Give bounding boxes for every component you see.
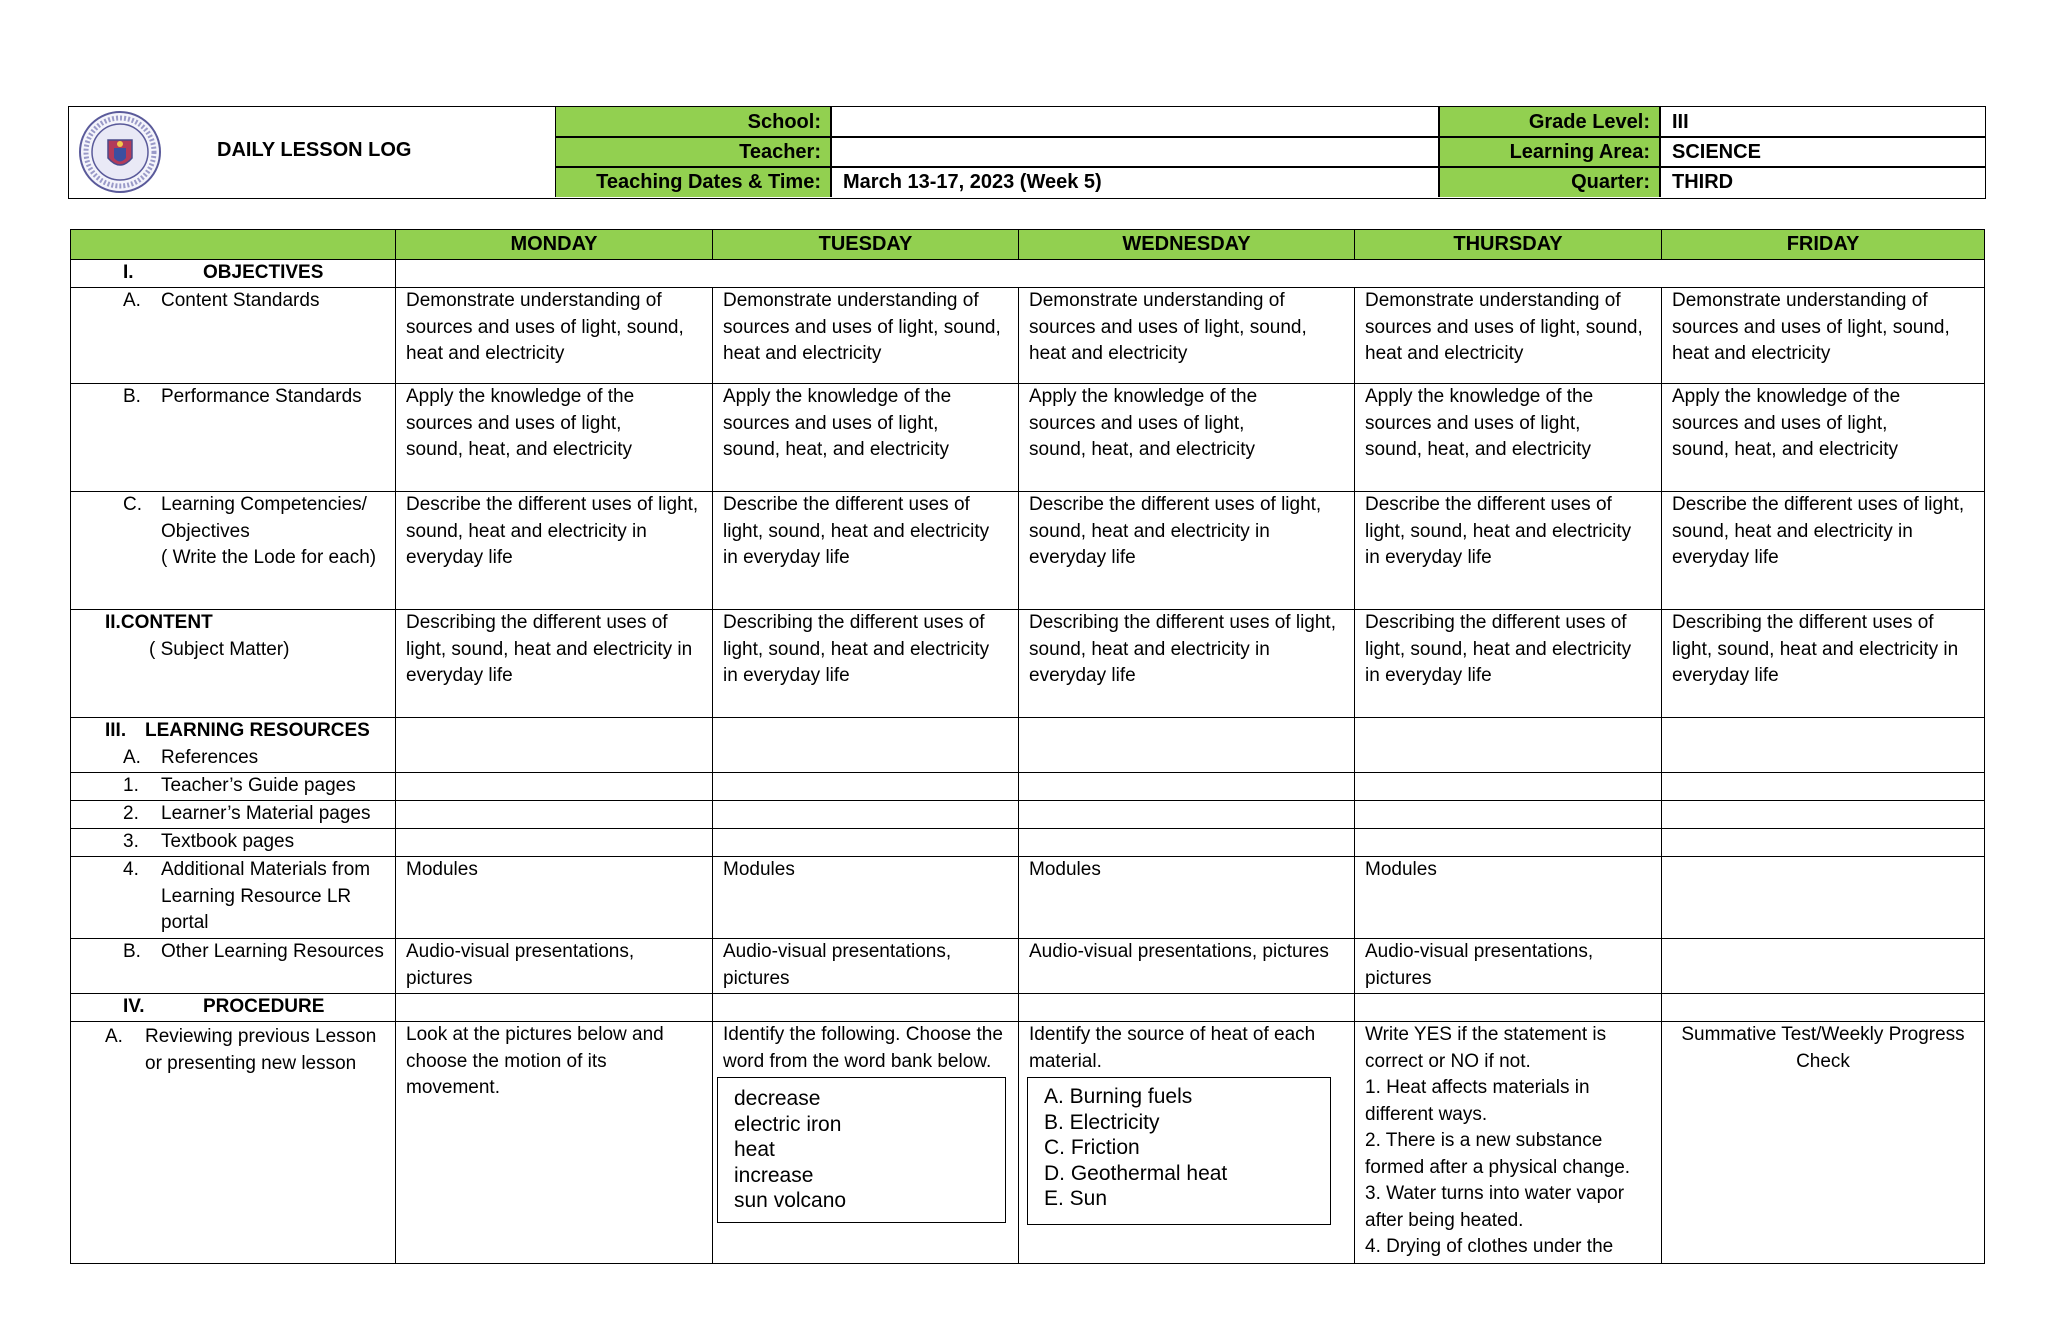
table-row	[71, 492, 1985, 610]
header-divider	[1659, 107, 1661, 197]
word-bank-item: heat	[734, 1138, 775, 1161]
word-bank-item: decrease	[734, 1087, 821, 1110]
word-bank-item: electric iron	[734, 1112, 842, 1136]
table-row	[71, 610, 1985, 718]
table-cell[interactable]	[1355, 829, 1662, 857]
table-cell[interactable]: Demonstrate understanding of sources and uses of light, sound, heat and electricity	[1662, 288, 1985, 384]
statement-item: 2. There is a new substance formed after a physical change.	[1365, 1130, 1631, 1178]
table-cell[interactable]: Describe the different uses of light, sound, heat and electricity in everyday life	[713, 492, 1019, 610]
table-cell[interactable]	[713, 773, 1019, 801]
statement-item: 1. Heat affects materials in different ways.	[1365, 1077, 1590, 1125]
table-cell[interactable]	[1019, 718, 1355, 773]
wednesday-instruction: Identify the source of heat of each material.	[1029, 1024, 1316, 1072]
table-cell[interactable]: Describing the different uses of light, sound, heat and electricity in everyday life	[1662, 610, 1985, 718]
header-divider	[1438, 107, 1440, 197]
statement-item: 4. Drying of clothes under the	[1365, 1236, 1614, 1257]
statement-item: 3. Water turns into water vapor after being heated.	[1365, 1183, 1625, 1231]
area-field[interactable]: SCIENCE	[1672, 141, 1761, 163]
heat-source-item: C. Friction	[1044, 1136, 1140, 1159]
day-header-tuesday: TUESDAY	[713, 230, 1019, 260]
row-label-performance-standards: B. Performance Standards	[71, 384, 396, 492]
table-row	[71, 994, 1985, 1022]
heat-source-list	[1027, 1077, 1331, 1225]
table-cell[interactable]	[1019, 773, 1355, 801]
table-cell[interactable]	[1019, 801, 1355, 829]
table-cell[interactable]	[1662, 994, 1985, 1022]
table-cell[interactable]	[713, 718, 1019, 773]
table-cell[interactable]: Modules	[1355, 857, 1662, 939]
school-field[interactable]	[831, 107, 1438, 137]
header-divider	[830, 107, 832, 197]
table-cell[interactable]	[396, 801, 713, 829]
table-row	[71, 939, 1985, 994]
table-cell[interactable]: Audio-visual presentations, pictures	[713, 939, 1019, 994]
table-cell[interactable]: Demonstrate understanding of sources and uses of light, sound, heat and electricity	[713, 288, 1019, 384]
table-cell[interactable]	[396, 773, 713, 801]
deped-seal-icon	[78, 110, 162, 194]
heat-source-item: B. Electricity	[1044, 1110, 1160, 1134]
table-cell[interactable]: Describing the different uses of light, sound, heat and electricity in everyday life	[396, 610, 713, 718]
table-cell[interactable]	[396, 829, 713, 857]
lesson-log-header	[68, 106, 1986, 199]
day-header-wednesday: WEDNESDAY	[1019, 230, 1355, 260]
table-cell[interactable]: Summative Test/Weekly Progress Check	[1662, 1022, 1985, 1264]
table-cell[interactable]	[1019, 994, 1355, 1022]
day-header-monday: MONDAY	[396, 230, 713, 260]
section-learning-resources: III. LEARNING RESOURCES A. References	[71, 718, 396, 773]
header-divider	[556, 166, 1986, 168]
table-row	[71, 857, 1985, 939]
dates-field[interactable]: March 13-17, 2023 (Week 5)	[843, 171, 1102, 193]
table-cell	[396, 260, 1985, 288]
table-cell[interactable]: Describe the different uses of light, sound, heat and electricity in everyday life	[1355, 492, 1662, 610]
table-cell[interactable]: Apply the knowledge of the sources and uses of light, sound, heat, and electricity	[396, 384, 713, 492]
table-cell[interactable]: Describe the different uses of light, sound, heat and electricity in everyday life	[396, 492, 713, 610]
section-procedure: IV. PROCEDURE	[71, 994, 396, 1022]
table-cell[interactable]: Look at the pictures below and choose the motion of its movement.	[396, 1022, 713, 1264]
word-bank-item: increase	[734, 1163, 814, 1187]
row-label-lm-pages: 2. Learner’s Material pages	[71, 801, 396, 829]
table-cell[interactable]: Modules	[713, 857, 1019, 939]
row-label-reviewing: A. Reviewing previous Lesson or presenting new lesson	[71, 1022, 396, 1264]
school-label: School:	[556, 107, 831, 137]
quarter-label: Quarter:	[1439, 167, 1660, 197]
table-cell[interactable]	[713, 994, 1019, 1022]
heat-source-item: E. Sun	[1044, 1187, 1108, 1210]
table-cell[interactable]: Modules	[396, 857, 713, 939]
day-header-thursday: THURSDAY	[1355, 230, 1662, 260]
heat-source-item: D. Geothermal heat	[1044, 1161, 1228, 1185]
table-cell[interactable]: Modules	[1019, 857, 1355, 939]
table-row	[71, 288, 1985, 384]
table-row	[71, 773, 1985, 801]
table-cell[interactable]	[713, 1022, 1019, 1264]
row-label-other-resources: B. Other Learning Resources	[71, 939, 396, 994]
word-bank	[717, 1077, 1006, 1223]
lesson-log-table	[70, 229, 1985, 1264]
table-cell[interactable]	[1662, 857, 1985, 939]
table-cell[interactable]	[1662, 829, 1985, 857]
table-row	[71, 718, 1985, 773]
row-label-textbook-pages: 3. Textbook pages	[71, 829, 396, 857]
table-row	[71, 1022, 1985, 1264]
table-cell[interactable]: Apply the knowledge of the sources and uses of light, sound, heat, and electricity	[1355, 384, 1662, 492]
section-objectives: I. OBJECTIVES	[71, 260, 396, 288]
row-label-additional-materials: 4. Additional Materials from Learning Resource LR portal	[71, 857, 396, 939]
table-cell[interactable]: Describing the different uses of light, sound, heat and electricity in everyday life	[1355, 610, 1662, 718]
day-header-row	[71, 230, 1985, 260]
row-label-content-standards: A. Content Standards	[71, 288, 396, 384]
table-cell[interactable]: Apply the knowledge of the sources and uses of light, sound, heat, and electricity	[1662, 384, 1985, 492]
word-bank-item: sun volcano	[734, 1189, 847, 1212]
table-cell[interactable]	[1662, 773, 1985, 801]
day-header-friday: FRIDAY	[1662, 230, 1985, 260]
table-cell[interactable]: Audio-visual presentations, pictures	[1355, 939, 1662, 994]
thursday-instruction: Write YES if the statement is correct or NO if not.	[1365, 1024, 1607, 1072]
table-cell[interactable]	[1019, 829, 1355, 857]
grade-label: Grade Level:	[1439, 107, 1660, 137]
quarter-field[interactable]: THIRD	[1672, 171, 1734, 193]
area-label: Learning Area:	[1439, 137, 1660, 167]
table-cell[interactable]	[1662, 801, 1985, 829]
table-cell[interactable]: Demonstrate understanding of sources and uses of light, sound, heat and electricity	[1019, 288, 1355, 384]
table-cell[interactable]: Demonstrate understanding of sources and uses of light, sound, heat and electricity	[396, 288, 713, 384]
table-cell[interactable]: Apply the knowledge of the sources and uses of light, sound, heat, and electricity	[713, 384, 1019, 492]
table-row	[71, 384, 1985, 492]
table-row	[71, 260, 1985, 288]
teacher-label: Teacher:	[556, 137, 831, 167]
grade-field[interactable]: III	[1672, 111, 1689, 133]
corner-cell	[71, 230, 396, 260]
table-cell[interactable]	[1355, 1022, 1662, 1264]
table-cell[interactable]	[396, 994, 713, 1022]
heat-source-item: A. Burning fuels	[1044, 1085, 1193, 1108]
table-cell[interactable]: Describe the different uses of light, sound, heat and electricity in everyday life	[1662, 492, 1985, 610]
table-cell[interactable]: Audio-visual presentations, pictures	[396, 939, 713, 994]
table-cell[interactable]	[1355, 718, 1662, 773]
section-content: II.CONTENT ( Subject Matter)	[71, 610, 396, 718]
table-cell[interactable]: Describing the different uses of light, sound, heat and electricity in everyday life	[713, 610, 1019, 718]
table-cell[interactable]	[1355, 801, 1662, 829]
page-title: DAILY LESSON LOG	[217, 139, 412, 161]
table-cell[interactable]	[713, 829, 1019, 857]
table-cell[interactable]	[1662, 718, 1985, 773]
tuesday-instruction: Identify the following. Choose the word from the word bank below.	[723, 1024, 1003, 1072]
table-cell[interactable]	[1662, 939, 1985, 994]
table-cell[interactable]	[396, 718, 713, 773]
table-cell[interactable]: Audio-visual presentations, pictures	[1019, 939, 1355, 994]
table-cell[interactable]: Apply the knowledge of the sources and uses of light, sound, heat, and electricity	[1019, 384, 1355, 492]
logo-cell	[69, 107, 556, 197]
table-cell[interactable]: Describe the different uses of light, sound, heat and electricity in everyday life	[1019, 492, 1355, 610]
table-cell[interactable]: Describing the different uses of light, sound, heat and electricity in everyday life	[1019, 610, 1355, 718]
header-divider	[556, 136, 1986, 138]
table-cell[interactable]	[1019, 1022, 1355, 1264]
teacher-field[interactable]	[831, 137, 1438, 167]
dates-label: Teaching Dates & Time:	[556, 167, 831, 197]
table-cell[interactable]: Demonstrate understanding of sources and uses of light, sound, heat and electricity	[1355, 288, 1662, 384]
row-label-tg-pages: 1. Teacher’s Guide pages	[71, 773, 396, 801]
table-cell[interactable]	[1355, 773, 1662, 801]
table-cell[interactable]	[1355, 994, 1662, 1022]
row-label-competencies: C. Learning Competencies/ Objectives ( Write the Lode for each)	[71, 492, 396, 610]
table-row	[71, 801, 1985, 829]
table-cell[interactable]	[713, 801, 1019, 829]
table-row	[71, 829, 1985, 857]
